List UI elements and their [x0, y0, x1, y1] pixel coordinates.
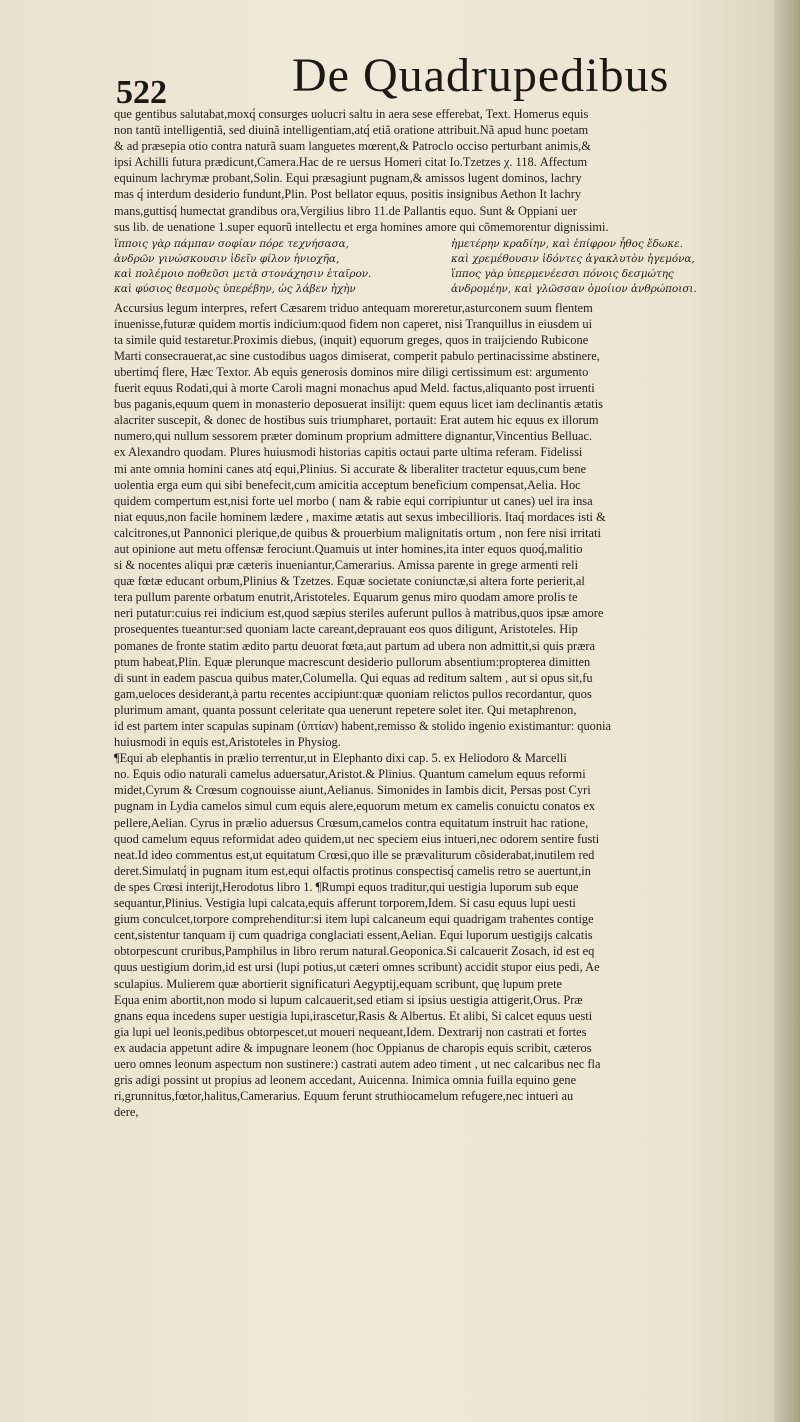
text-line: gam,ueloces desiderant,à partu recentes accipiunt:quæ quoniam relictos pullos recordantur, quos: [114, 686, 592, 701]
text-line: que gentibus salutabat,moxq́ consurges uolucri saltu in aera sese efferebat, Text. Homerus equis: [114, 107, 589, 121]
text-line: ¶Equi ab elephantis in prælio terrentur,ut in Elephanto dixi cap. 5. ex Heliodoro & Marcelli: [114, 751, 567, 766]
text-line: neri putatur:cuius rei indicium est,quod sæpius steriles auferunt pullos à matribus,quos ipsæ amore: [114, 606, 604, 621]
text-line: pellere,Aelian. Cyrus in prælio aduersus Crœsum,camelos contra equitatum instruit hac ratione,: [114, 815, 589, 830]
text-line: mans,guttisq́ humectat grandibus ora,Vergilius libro 11.de Pallantis equo. Sunt & Oppiani uer: [114, 203, 577, 218]
text-line: quidem compertum est,nisi forte uel morbo ( nam & rabie equi corripiuntur ut canes) uel ira insa: [114, 493, 593, 508]
text-line: mi ante omnia homini canes atq́ equi,Plinius. Si accurate & liberaliter tractetur equus,cum bene: [114, 461, 587, 476]
text-line: cent,sistentur tanquam ij cum quadriga conglaciati essent,Aelian. Equi luporum uestigijs calcatis: [114, 928, 593, 943]
text-line: sequantur,Plinius. Vestigia lupi calcata,equis afferunt torporem,Idem. Si casu equus lupi uesti: [114, 896, 576, 911]
greek-verse-line: ἵππος γὰρ ὑπερμενέεσσι πόνοις δεσμώτης: [451, 268, 674, 281]
greek-verse-line: ἵπποις γὰρ πάμπαν σοφίαν πόρε τεχνήσασα,: [114, 237, 349, 250]
text-line: bus paganis,equum quem in monasterio deposuerat insilijt: quem equus licet iam declinantis ætatis: [114, 397, 603, 412]
text-line: fuerit equus Rodati,qui à morte Caroli magni monachus apud Meld. factus,aliquanto post irruenti: [114, 381, 595, 396]
greek-verse-line: ἡμετέρην κραδίην, καὶ ἐπίφρον ἦθος ἔδωκε.: [451, 237, 684, 250]
running-title: De Quadrupedibus: [292, 49, 670, 102]
text-line: obtorpescunt cruribus,Pamphilus in libro rerum natural.Geoponica.Si calcauerit Zosach, id est eq: [114, 944, 595, 959]
text-line: gium conculcet,torpore comprehenditur:si item lupi calcaneum equi quadrigam trahentes contige: [114, 912, 594, 927]
page-number: 522: [116, 74, 167, 111]
text-line: quod camelum equus reformidat adeo quidem,ut nec speciem eius intueri,nec odorem sentire fusti: [114, 831, 600, 846]
text-line: ex Alexandro quodam. Plures huiusmodi historias capitis octaui parte ultima referam. Fidelissi: [114, 445, 583, 460]
text-line: aut opinione aut metu offensæ ferociunt.Quamuis ut inter homines,ita inter equos quoq́,malitio: [114, 541, 583, 556]
text-line: prosequentes tueantur:sed quoniam lacte careant,deprauant eos quos diligunt, Aristoteles. Hip: [114, 622, 578, 637]
text-line: niat equus,non facile hominem lædere , maxime ætatis aut sexus imbecillioris. Itaq́ mordaces isti &: [114, 509, 606, 524]
greek-verse-block: [114, 237, 778, 298]
text-line: & ad præsepia otio contra naturã suam languetes mœrent,& Patroclo occiso perturbant animis,&: [114, 139, 591, 154]
text-line: equinum lachrymæ probant,Solin. Equi præsagiunt pugnam,& amissos lugent dominos, lachry: [114, 171, 582, 186]
text-line: huiusmodi in equis est,Aristoteles in Physiog.: [114, 735, 341, 750]
text-line: quus uestigium dorim,id est ursi (lupi potius,ut cæteri omnes scribunt) accidit stupor eius pedi, Ae: [114, 960, 600, 975]
greek-verse-line: ἀνδρῶν γινώσκουσιν ἰδεῖν φίλον ἡνιοχῆα,: [114, 252, 340, 265]
text-line: di sunt in eadem pascua quibus mater,Columella. Qui equas ad reditum saltem , aut si opus sit,fu: [114, 670, 593, 685]
text-line: deret.Simulatq́ in pugnam itum est,equi olfactis protinus conspectisq́ camelis retro se auertunt,in: [114, 863, 591, 878]
text-line: si & nocentes aliqui præ cæteris inueniantur,Camerarius. Amissa parente in grege armenti reli: [114, 558, 579, 573]
text-line: de spes Crœsi interijt,Herodotus libro 1. ¶Rumpi equos traditur,qui uestigia luporum sub eque: [114, 879, 579, 894]
main-text-column: [114, 106, 778, 1120]
text-line: gia lupi uel leonis,pedibus obtorpescet,ut moueri nequeant,Idem. Dextrarij non castrati et fortes: [114, 1024, 587, 1039]
greek-verse-line: καὶ χρεμέθουσιν ἰδόντες ἀγακλυτὸν ἡγεμόνα,: [451, 252, 695, 265]
text-line: midet,Cyrum & Crœsum cognouisse aiunt,Aelianus. Simonides in Iambis dicit, Persas post Cyri: [114, 783, 591, 798]
text-line: mas q́ interdum desiderio fundunt,Plin. Post bellator equus, positis insignibus Aethon It lachry: [114, 187, 582, 202]
greek-verse-line: καὶ πολέμοιο ποθεῦσι μετὰ στονάχησιν ἑταῖρον.: [114, 268, 372, 281]
text-line: inuenisse,futuræ quidem mortis indicium:quod fidem non caperet, nisi Tranquillus in eiusdem ui: [114, 316, 593, 331]
text-line: no. Equis odio naturali camelus aduersatur,Aristot.& Plinius. Quantum camelum equus reformi: [114, 767, 586, 782]
greek-verse-line: ἀνδρομέην, καὶ γλῶσσαν ὁμοίιον ἀνθρώποισι.: [451, 283, 697, 296]
page-header: [0, 40, 800, 110]
text-line: pomanes de fronte statim ædito partu deuorat fœta,aut partum ad ubera non admittit,si quis præra: [114, 638, 596, 653]
text-line: sus lib. de uenatione 1.super equorũ intellectu et erga homines amore qui cõmemorentur dignissimi.: [114, 219, 609, 234]
text-block-main: [114, 300, 778, 1121]
text-line: neat.Id ideo commentus est,ut equitatum Crœsi,quo ille se prævaliturum cõsiderabat,inutilem red: [114, 847, 595, 862]
text-block-intro: [114, 106, 778, 235]
text-line: ta simile quid testaretur.Proximis diebus, (inquit) equorum greges, quos in traijciendo Rubicone: [114, 332, 589, 347]
text-line: numero,qui nullum sessorem præter dominum proprium admittere dignantur,Vincentius Belluac.: [114, 429, 593, 444]
text-line: plurimum amant, quanta possunt celeritate qua uenerunt repetere solet iter. Qui metaphrenon,: [114, 702, 577, 717]
text-line: ex audacia appetunt adire & impugnare leonem (hoc Oppianus de charopis equis scribit, cæteros: [114, 1040, 592, 1055]
text-line: ubertimq́ flere, Hæc Textor. Ab equis generosis dominos mire diligi certissimum est: argumento: [114, 364, 589, 379]
text-line: pugnam in Lydia camelos simul cum equis alere,equorum metum ex camelis conuictu conatos ex: [114, 799, 596, 814]
text-line: quæ fœtæ educant orbum,Plinius & Tzetzes. Equæ societate coniunctæ,si altera forte perierit,al: [114, 574, 585, 589]
text-line: uolentia erga eum qui sibi benefecit,cum amicitia acceptum beneficium compensat,Aelia. Hoc: [114, 477, 581, 492]
text-line: ptum habeat,Plin. Equæ plerunque macrescunt desiderio pullorum absentium:propterea dimitten: [114, 654, 591, 669]
text-line: id est partem inter scapulas supinam (ὑπτίαν) habent,remisso & stolido ingenio existimantur: quonia: [114, 719, 612, 733]
text-line: calcitrones,ut Pannonici plerique,de quibus & prouerbium malignitatis ortum , non fere nisi irritati: [114, 525, 601, 540]
text-line: uero omnes leonum aspectum non sustinere:) castrati autem adeo timent , ut nec calcaribus nec fla: [114, 1056, 601, 1071]
text-line: dere,: [114, 1105, 139, 1120]
text-line: ipsi Achilli futura prædicunt,Camera.Hac de re uersus Homeri citat Io.Tzetzes χ. 118. Affectum: [114, 155, 588, 170]
greek-verse-line: καὶ φύσιος θεσμοὺς ὑπερέβην, ὡς λάβεν ἠχὴν: [114, 283, 356, 296]
text-line: sculapius. Mulierem quæ abortierit significaturi Aegyptij,equam scribunt, quę lupum prete: [114, 976, 563, 991]
text-line: Equa enim abortit,non modo si lupum calcauerit,sed etiam si ipsius uestigia attigerit,Orus. Præ: [114, 992, 583, 1007]
text-line: alacriter suscepit, & donec de hostibus suis triumpharet, portauit: Erat autem hic equus ex illorum: [114, 413, 599, 428]
text-line: Marti consecrauerat,ac sine custodibus uagos dimiserat, comperit pabulo pertinacissime abstinere,: [114, 348, 600, 363]
text-line: gnans equa incedens super uestigia lupi,irascetur,Rasis & Albertus. Et alibi, Si calcet equus uesti: [114, 1008, 593, 1023]
text-line: Accursius legum interpres, refert Cæsarem triduo antequam moreretur,asturconem suum flentem: [114, 300, 593, 315]
text-line: tera pullum parente orbatum enutrit,Aristoteles. Equarum genus miro quodam amore prolis te: [114, 590, 578, 605]
text-line: ri,grunnitus,fœtor,halitus,Camerarius. Equum ferunt struthiocamelum refugere,nec intueri au: [114, 1089, 574, 1104]
text-line: gris adigi possint ut propius ad leonem accedant, Auicenna. Inimica omnia fuilla equino gene: [114, 1073, 577, 1088]
text-line: non tantũ intelligentiã, sed diuinã intelligentiam,atq́ etiã oratione attribuit.Nã apud hunc poetam: [114, 123, 589, 138]
